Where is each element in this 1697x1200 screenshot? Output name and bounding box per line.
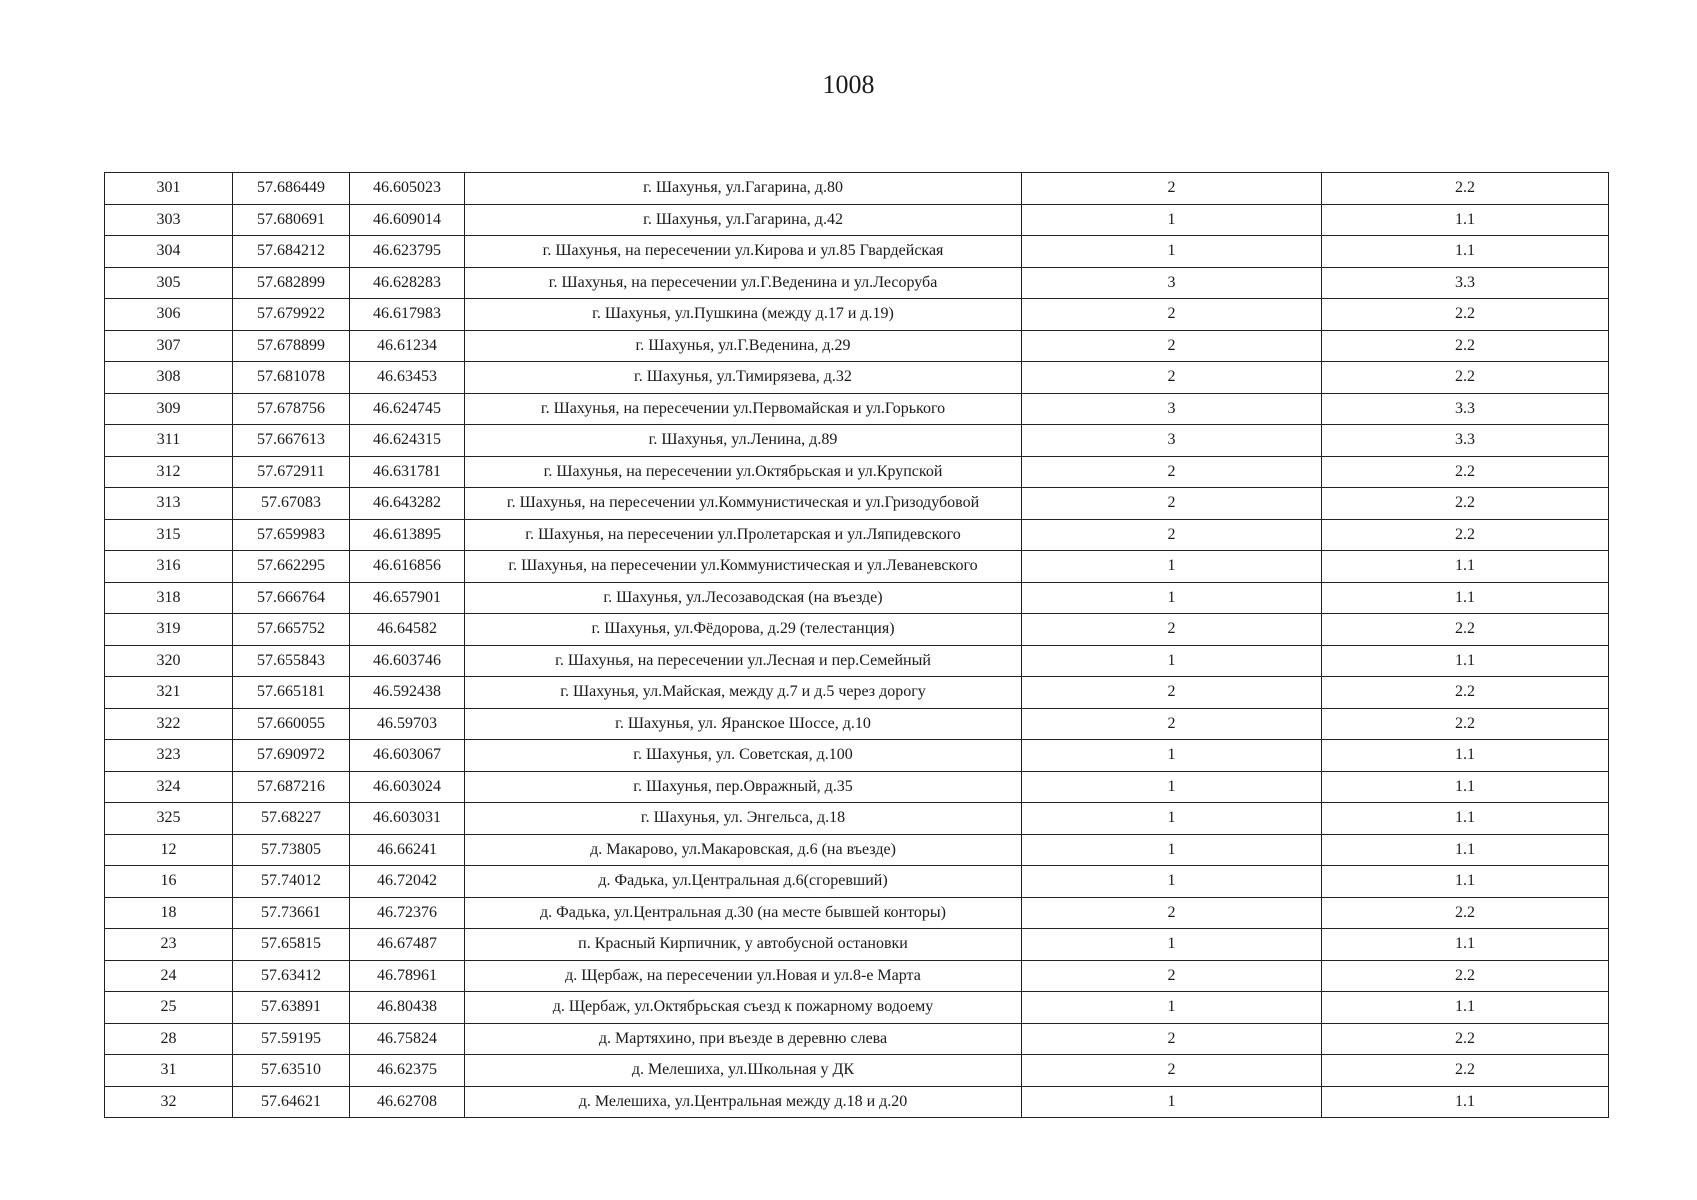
table-row: [105, 834, 1609, 866]
address-cell: г. Шахунья, на пересечении ул.Коммунистическая и ул.Гризодубовой: [465, 488, 1022, 520]
address-cell: г. Шахунья, ул. Советская, д.100: [465, 740, 1022, 772]
longitude-cell: 46.605023: [350, 173, 465, 205]
count-cell: 2: [1022, 708, 1322, 740]
latitude-cell: 57.662295: [233, 551, 350, 583]
count-cell: 1: [1022, 834, 1322, 866]
address-cell: д. Мелешиха, ул.Школьная у ДК: [465, 1055, 1022, 1087]
code-cell: 1.1: [1322, 803, 1609, 835]
table-row: [105, 803, 1609, 835]
count-cell: 2: [1022, 299, 1322, 331]
address-cell: д. Мартяхино, при въезде в деревню слева: [465, 1023, 1022, 1055]
code-cell: 2.2: [1322, 960, 1609, 992]
table-row: [105, 236, 1609, 268]
longitude-cell: 46.66241: [350, 834, 465, 866]
longitude-cell: 46.72042: [350, 866, 465, 898]
count-cell: 1: [1022, 582, 1322, 614]
table-row: [105, 866, 1609, 898]
address-cell: г. Шахунья, на пересечении ул.Первомайская и ул.Горького: [465, 393, 1022, 425]
latitude-cell: 57.65815: [233, 929, 350, 961]
count-cell: 2: [1022, 897, 1322, 929]
longitude-cell: 46.628283: [350, 267, 465, 299]
latitude-cell: 57.64621: [233, 1086, 350, 1118]
latitude-cell: 57.666764: [233, 582, 350, 614]
address-cell: г. Шахунья, ул.Лесозаводская (на въезде): [465, 582, 1022, 614]
table-row: [105, 677, 1609, 709]
table-row: [105, 204, 1609, 236]
row-number-cell: 312: [105, 456, 233, 488]
address-cell: д. Щербаж, на пересечении ул.Новая и ул.8-е Марта: [465, 960, 1022, 992]
code-cell: 2.2: [1322, 330, 1609, 362]
row-number-cell: 18: [105, 897, 233, 929]
longitude-cell: 46.61234: [350, 330, 465, 362]
row-number-cell: 304: [105, 236, 233, 268]
row-number-cell: 316: [105, 551, 233, 583]
row-number-cell: 308: [105, 362, 233, 394]
code-cell: 1.1: [1322, 551, 1609, 583]
address-cell: г. Шахунья, ул.Майская, между д.7 и д.5 через дорогу: [465, 677, 1022, 709]
row-number-cell: 12: [105, 834, 233, 866]
count-cell: 2: [1022, 1023, 1322, 1055]
table-row: [105, 173, 1609, 205]
longitude-cell: 46.603746: [350, 645, 465, 677]
latitude-cell: 57.660055: [233, 708, 350, 740]
table-row: [105, 645, 1609, 677]
count-cell: 2: [1022, 960, 1322, 992]
code-cell: 1.1: [1322, 834, 1609, 866]
code-cell: 1.1: [1322, 645, 1609, 677]
latitude-cell: 57.678899: [233, 330, 350, 362]
code-cell: 1.1: [1322, 1086, 1609, 1118]
longitude-cell: 46.613895: [350, 519, 465, 551]
table-row: [105, 456, 1609, 488]
address-cell: д. Макарово, ул.Макаровская, д.6 (на въезде): [465, 834, 1022, 866]
table-row: [105, 330, 1609, 362]
row-number-cell: 319: [105, 614, 233, 646]
address-cell: г. Шахунья, пер.Овражный, д.35: [465, 771, 1022, 803]
count-cell: 1: [1022, 645, 1322, 677]
latitude-cell: 57.680691: [233, 204, 350, 236]
code-cell: 1.1: [1322, 236, 1609, 268]
latitude-cell: 57.655843: [233, 645, 350, 677]
table-row: [105, 614, 1609, 646]
latitude-cell: 57.684212: [233, 236, 350, 268]
row-number-cell: 322: [105, 708, 233, 740]
table-row: [105, 393, 1609, 425]
latitude-cell: 57.659983: [233, 519, 350, 551]
count-cell: 2: [1022, 1055, 1322, 1087]
longitude-cell: 46.616856: [350, 551, 465, 583]
longitude-cell: 46.631781: [350, 456, 465, 488]
code-cell: 1.1: [1322, 866, 1609, 898]
latitude-cell: 57.665752: [233, 614, 350, 646]
row-number-cell: 315: [105, 519, 233, 551]
code-cell: 3.3: [1322, 393, 1609, 425]
count-cell: 1: [1022, 1086, 1322, 1118]
address-cell: г. Шахунья, на пересечении ул.Пролетарская и ул.Ляпидевского: [465, 519, 1022, 551]
count-cell: 1: [1022, 929, 1322, 961]
table-row: [105, 551, 1609, 583]
longitude-cell: 46.72376: [350, 897, 465, 929]
longitude-cell: 46.657901: [350, 582, 465, 614]
latitude-cell: 57.73805: [233, 834, 350, 866]
table-row: [105, 582, 1609, 614]
longitude-cell: 46.80438: [350, 992, 465, 1024]
longitude-cell: 46.64582: [350, 614, 465, 646]
latitude-cell: 57.690972: [233, 740, 350, 772]
row-number-cell: 321: [105, 677, 233, 709]
row-number-cell: 311: [105, 425, 233, 457]
longitude-cell: 46.59703: [350, 708, 465, 740]
row-number-cell: 323: [105, 740, 233, 772]
address-cell: г. Шахунья, ул. Яранское Шоссе, д.10: [465, 708, 1022, 740]
code-cell: 2.2: [1322, 1023, 1609, 1055]
count-cell: 3: [1022, 393, 1322, 425]
count-cell: 2: [1022, 488, 1322, 520]
latitude-cell: 57.67083: [233, 488, 350, 520]
address-cell: г. Шахунья, ул.Пушкина (между д.17 и д.19): [465, 299, 1022, 331]
count-cell: 1: [1022, 236, 1322, 268]
table-row: [105, 1086, 1609, 1118]
count-cell: 1: [1022, 771, 1322, 803]
latitude-cell: 57.63510: [233, 1055, 350, 1087]
address-cell: д. Фадька, ул.Центральная д.30 (на месте бывшей конторы): [465, 897, 1022, 929]
count-cell: 2: [1022, 173, 1322, 205]
row-number-cell: 31: [105, 1055, 233, 1087]
code-cell: 2.2: [1322, 173, 1609, 205]
row-number-cell: 16: [105, 866, 233, 898]
code-cell: 1.1: [1322, 204, 1609, 236]
longitude-cell: 46.624745: [350, 393, 465, 425]
latitude-cell: 57.682899: [233, 267, 350, 299]
longitude-cell: 46.75824: [350, 1023, 465, 1055]
row-number-cell: 306: [105, 299, 233, 331]
count-cell: 2: [1022, 330, 1322, 362]
row-number-cell: 325: [105, 803, 233, 835]
count-cell: 1: [1022, 740, 1322, 772]
latitude-cell: 57.74012: [233, 866, 350, 898]
code-cell: 2.2: [1322, 299, 1609, 331]
row-number-cell: 24: [105, 960, 233, 992]
address-cell: г. Шахунья, на пересечении ул.Коммунистическая и ул.Леваневского: [465, 551, 1022, 583]
address-cell: г. Шахунья, ул.Гагарина, д.80: [465, 173, 1022, 205]
count-cell: 1: [1022, 551, 1322, 583]
table-row: [105, 362, 1609, 394]
count-cell: 3: [1022, 267, 1322, 299]
latitude-cell: 57.687216: [233, 771, 350, 803]
address-cell: г. Шахунья, на пересечении ул.Кирова и ул.85 Гвардейская: [465, 236, 1022, 268]
address-cell: г. Шахунья, ул.Г.Веденина, д.29: [465, 330, 1022, 362]
latitude-cell: 57.672911: [233, 456, 350, 488]
code-cell: 2.2: [1322, 614, 1609, 646]
longitude-cell: 46.617983: [350, 299, 465, 331]
longitude-cell: 46.603067: [350, 740, 465, 772]
address-cell: д. Фадька, ул.Центральная д.6(сгоревший): [465, 866, 1022, 898]
latitude-cell: 57.678756: [233, 393, 350, 425]
code-cell: 2.2: [1322, 362, 1609, 394]
address-cell: д. Щербаж, ул.Октябрьская съезд к пожарному водоему: [465, 992, 1022, 1024]
address-cell: д. Мелешиха, ул.Центральная между д.18 и д.20: [465, 1086, 1022, 1118]
longitude-cell: 46.609014: [350, 204, 465, 236]
code-cell: 1.1: [1322, 582, 1609, 614]
table-row: [105, 740, 1609, 772]
latitude-cell: 57.68227: [233, 803, 350, 835]
code-cell: 2.2: [1322, 677, 1609, 709]
code-cell: 1.1: [1322, 740, 1609, 772]
count-cell: 3: [1022, 425, 1322, 457]
count-cell: 2: [1022, 614, 1322, 646]
code-cell: 2.2: [1322, 488, 1609, 520]
table-row: [105, 1023, 1609, 1055]
longitude-cell: 46.603024: [350, 771, 465, 803]
longitude-cell: 46.62708: [350, 1086, 465, 1118]
longitude-cell: 46.67487: [350, 929, 465, 961]
table-row: [105, 425, 1609, 457]
latitude-cell: 57.667613: [233, 425, 350, 457]
longitude-cell: 46.624315: [350, 425, 465, 457]
code-cell: 2.2: [1322, 456, 1609, 488]
address-cell: г. Шахунья, на пересечении ул.Октябрьская и ул.Крупской: [465, 456, 1022, 488]
count-cell: 2: [1022, 456, 1322, 488]
latitude-cell: 57.686449: [233, 173, 350, 205]
row-number-cell: 23: [105, 929, 233, 961]
row-number-cell: 303: [105, 204, 233, 236]
count-cell: 2: [1022, 519, 1322, 551]
code-cell: 1.1: [1322, 929, 1609, 961]
latitude-cell: 57.63891: [233, 992, 350, 1024]
table-row: [105, 960, 1609, 992]
table-row: [105, 1055, 1609, 1087]
page-number: 1008: [822, 70, 875, 99]
row-number-cell: 313: [105, 488, 233, 520]
row-number-cell: 307: [105, 330, 233, 362]
row-number-cell: 318: [105, 582, 233, 614]
table-row: [105, 992, 1609, 1024]
count-cell: 1: [1022, 803, 1322, 835]
address-cell: г. Шахунья, ул.Тимирязева, д.32: [465, 362, 1022, 394]
address-cell: п. Красный Кирпичник, у автобусной остановки: [465, 929, 1022, 961]
code-cell: 2.2: [1322, 519, 1609, 551]
latitude-cell: 57.63412: [233, 960, 350, 992]
longitude-cell: 46.63453: [350, 362, 465, 394]
longitude-cell: 46.623795: [350, 236, 465, 268]
longitude-cell: 46.78961: [350, 960, 465, 992]
address-cell: г. Шахунья, ул.Гагарина, д.42: [465, 204, 1022, 236]
row-number-cell: 301: [105, 173, 233, 205]
latitude-cell: 57.679922: [233, 299, 350, 331]
longitude-cell: 46.643282: [350, 488, 465, 520]
longitude-cell: 46.603031: [350, 803, 465, 835]
row-number-cell: 305: [105, 267, 233, 299]
longitude-cell: 46.62375: [350, 1055, 465, 1087]
longitude-cell: 46.592438: [350, 677, 465, 709]
count-cell: 1: [1022, 992, 1322, 1024]
row-number-cell: 25: [105, 992, 233, 1024]
hydrant-table: [104, 172, 1609, 1118]
row-number-cell: 309: [105, 393, 233, 425]
table-row: [105, 708, 1609, 740]
address-cell: г. Шахунья, ул. Энгельса, д.18: [465, 803, 1022, 835]
count-cell: 1: [1022, 204, 1322, 236]
count-cell: 2: [1022, 362, 1322, 394]
table-row: [105, 488, 1609, 520]
address-cell: г. Шахунья, на пересечении ул.Лесная и пер.Семейный: [465, 645, 1022, 677]
address-cell: г. Шахунья, ул.Ленина, д.89: [465, 425, 1022, 457]
table-row: [105, 771, 1609, 803]
code-cell: 2.2: [1322, 1055, 1609, 1087]
address-cell: г. Шахунья, ул.Фёдорова, д.29 (телестанция): [465, 614, 1022, 646]
table-row: [105, 267, 1609, 299]
row-number-cell: 28: [105, 1023, 233, 1055]
table-row: [105, 519, 1609, 551]
row-number-cell: 32: [105, 1086, 233, 1118]
table-row: [105, 929, 1609, 961]
count-cell: 2: [1022, 677, 1322, 709]
code-cell: 3.3: [1322, 267, 1609, 299]
count-cell: 1: [1022, 866, 1322, 898]
latitude-cell: 57.59195: [233, 1023, 350, 1055]
code-cell: 1.1: [1322, 771, 1609, 803]
table-body: [105, 173, 1609, 1118]
row-number-cell: 324: [105, 771, 233, 803]
latitude-cell: 57.73661: [233, 897, 350, 929]
address-cell: г. Шахунья, на пересечении ул.Г.Веденина и ул.Лесоруба: [465, 267, 1022, 299]
code-cell: 2.2: [1322, 897, 1609, 929]
code-cell: 2.2: [1322, 708, 1609, 740]
row-number-cell: 320: [105, 645, 233, 677]
code-cell: 1.1: [1322, 992, 1609, 1024]
latitude-cell: 57.665181: [233, 677, 350, 709]
code-cell: 3.3: [1322, 425, 1609, 457]
table-row: [105, 897, 1609, 929]
latitude-cell: 57.681078: [233, 362, 350, 394]
table-row: [105, 299, 1609, 331]
